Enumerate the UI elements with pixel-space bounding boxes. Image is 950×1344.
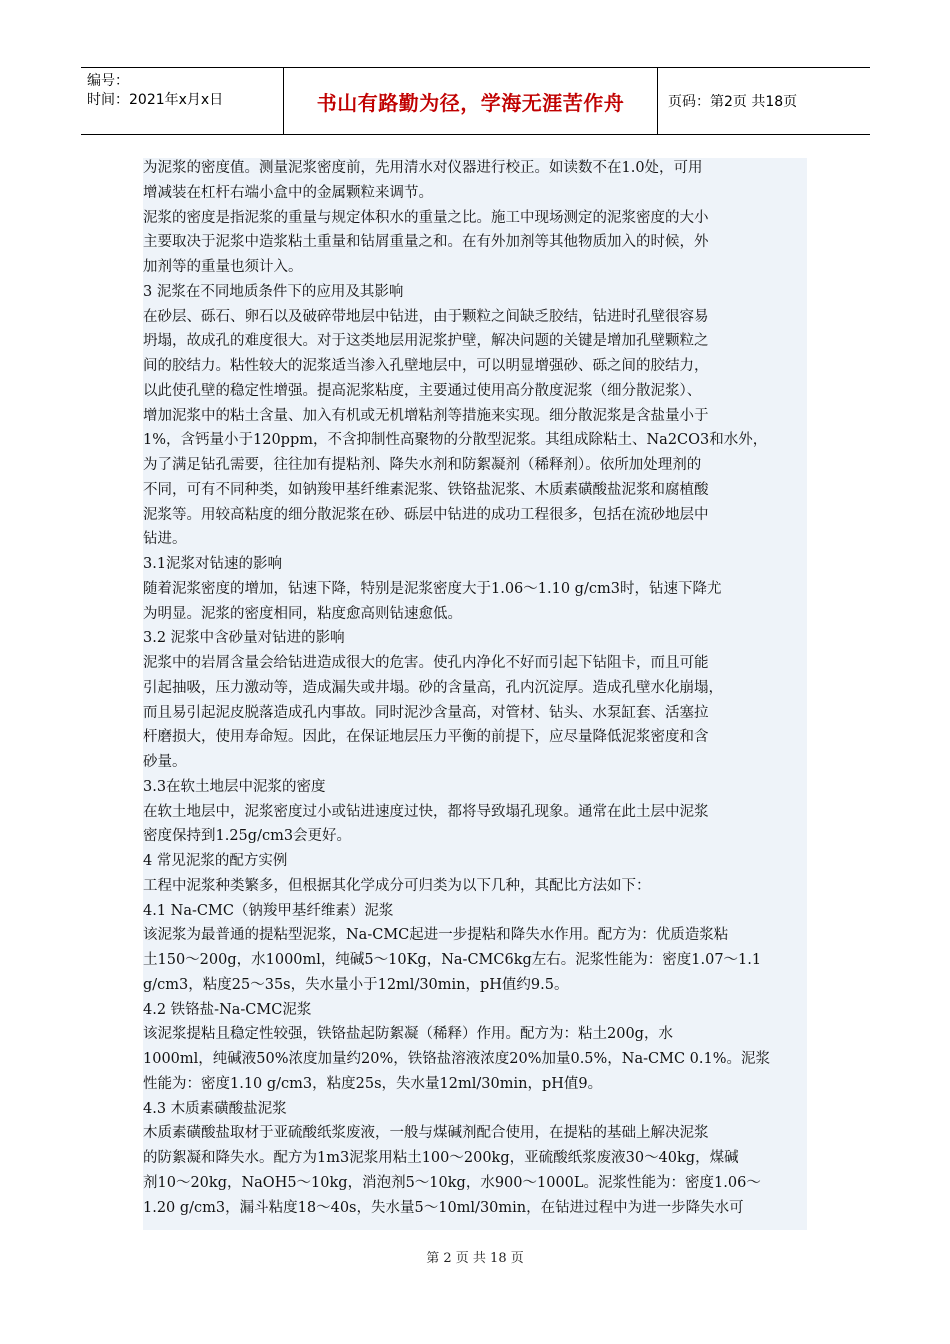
body-line: 1%，含钙量小于120ppm，不含抑制性高聚物的分散型泥浆。其组成除粘土、Na2CO3和水外， [143,432,768,449]
header-motto: 书山有路勤为径，学海无涯苦作舟 [316,90,625,115]
body-line: 3 泥浆在不同地质条件下的应用及其影响 [143,283,404,300]
body-line: 该泥浆为最普通的提粘型泥浆，Na-CMC起进一步提粘和降失水作用。配方为：优质造浆粘 [143,927,729,944]
body-line: 4 常见泥浆的配方实例 [143,853,288,869]
body-line: 引起抽吸，压力激动等，造成漏失或井塌。砂的含量高，孔内沉淀厚。造成孔壁水化崩塌， [143,679,723,696]
body-line: 而且易引起泥皮脱落造成孔内事故。同时泥沙含量高，对管材、钻头、水泵缸套、活塞拉 [143,704,709,721]
header-divider-right [657,68,658,134]
number-label: 编号： [87,73,129,89]
body-line: 4.2 铁铬盐-Na-CMC泥浆 [143,1001,312,1018]
body-line: 坍塌，故成孔的难度很大。对于这类地层用泥浆护壁，解决问题的关键是增加孔壁颗粒之 [143,333,709,350]
body-line: 为泥浆的密度值。测量泥浆密度前，先用清水对仪器进行校正。如读数不在1.0处，可用 [143,160,703,176]
body-line: 1.20 g/cm3，漏斗粘度18～40s，失水量5～10ml/30min，在钻进过程中为进一步降失水可 [143,1199,744,1216]
page-footer: 第 2 页 共 18 页 [426,1251,524,1266]
body-line: 增减装在杠杆右端小盒中的金属颗粒来调节。 [143,184,433,201]
body-line: 在软土地层中，泥浆密度过小或钻进速度过快，都将导致塌孔现象。通常在此土层中泥浆 [143,803,709,820]
body-line: 为明显。泥浆的密度相同，粘度愈高则钻速愈低。 [143,605,462,622]
body-line: 加剂等的重量也须计入。 [143,259,303,275]
body-line: 性能为：密度1.10 g/cm3，粘度25s，失水量12ml/30min，pH值9。 [143,1075,603,1092]
body-line: 工程中泥浆种类繁多，但根据其化学成分可归类为以下几种，其配比方法如下： [143,877,651,894]
body-line: 钻进。 [143,531,187,548]
body-line: 泥浆等。用较高粘度的细分散泥浆在砂、砾层中钻进的成功工程很多，包括在流砂地层中 [143,506,709,523]
body-line: 随着泥浆密度的增加，钻速下降，特别是泥浆密度大于1.06～1.10 g/cm3时，钻速下降尤 [143,580,722,597]
body-line: 3.1泥浆对钻速的影响 [143,556,283,572]
body-line: 3.2 泥浆中含砂量对钻进的影响 [143,630,345,647]
body-line: 泥浆中的岩屑含量会给钻进造成很大的危害。使孔内净化不好而引起下钻阻卡，而且可能 [143,655,709,671]
body-line: 3.3在软土地层中泥浆的密度 [143,778,326,795]
body-line: 木质素磺酸盐取材于亚硫酸纸浆废液，一般与煤碱剂配合使用，在提粘的基础上解决泥浆 [143,1125,709,1142]
body-line: 剂10～20kg，NaOH5～10kg，消泡剂5～10kg，水900～1000L。泥浆性能为：密度1.06～ [143,1174,761,1191]
header-meta [87,72,223,110]
body-line: 砂量。 [143,754,187,770]
body-line: 以此使孔壁的稳定性增强。提高泥浆粘度，主要通过使用高分散度泥浆（细分散泥浆）、 [143,382,702,399]
body-line: 在砂层、砾石、卵石以及破碎带地层中钻进，由于颗粒之间缺乏胶结，钻进时孔壁很容易 [143,308,709,325]
body-line: 的防絮凝和降失水。配方为1m3泥浆用粘土100～200kg，亚硫酸纸浆废液30～40kg，煤碱 [143,1150,739,1166]
body-line: 为了满足钻孔需要，往往加有提粘剂、降失水剂和防絮凝剂（稀释剂）。依所加处理剂的 [143,457,702,473]
body-line: 4.1 Na-CMC（钠羧甲基纤维素）泥浆 [143,902,394,919]
body-line: 杆磨损大，使用寿命短。因此，在保证地层压力平衡的前提下，应尽量降低泥浆密度和含 [143,729,709,746]
body-line: 主要取决于泥浆中造浆粘土重量和钻屑重量之和。在有外加剂等其他物质加入的时候，外 [143,234,709,251]
body-line: 不同，可有不同种类，如钠羧甲基纤维素泥浆、铁铬盐泥浆、木质素磺酸盐泥浆和腐植酸 [143,481,709,498]
document-body [143,158,807,1230]
body-line: g/cm3，粘度25～35s，失水量小于12ml/30min，pH值约9.5。 [143,976,569,993]
body-line: 该泥浆提粘且稳定性较强，铁铬盐起防絮凝（稀释）作用。配方为：粘土200g，水 [143,1026,673,1043]
body-line: 泥浆的密度是指泥浆的重量与规定体积水的重量之比。施工中现场测定的泥浆密度的大小 [143,209,709,226]
body-line: 密度保持到1.25g/cm3会更好。 [143,828,352,845]
time-label: 时间：2021年x月x日 [87,92,224,108]
body-line: 间的胶结力。粘性较大的泥浆适当渗入孔壁地层中，可以明显增强砂、砾之间的胶结力， [143,358,709,374]
body-line: 4.3 木质素磺酸盐泥浆 [143,1100,287,1117]
page-header [81,67,870,135]
header-page-code: 页码：第2页 共18页 [668,94,798,110]
body-line: 增加泥浆中的粘土含量、加入有机或无机增粘剂等措施来实现。细分散泥浆是含盐量小于 [143,407,709,424]
body-line: 1000ml，纯碱液50%浓度加量约20%，铁铬盐溶液浓度20%加量0.5%，Na-CMC 0.1%。泥浆 [143,1051,771,1067]
body-line: 土150～200g，水1000ml，纯碱5～10Kg，Na-CMC6kg左右。泥浆性能为：密度1.07～1.1 [143,952,762,968]
